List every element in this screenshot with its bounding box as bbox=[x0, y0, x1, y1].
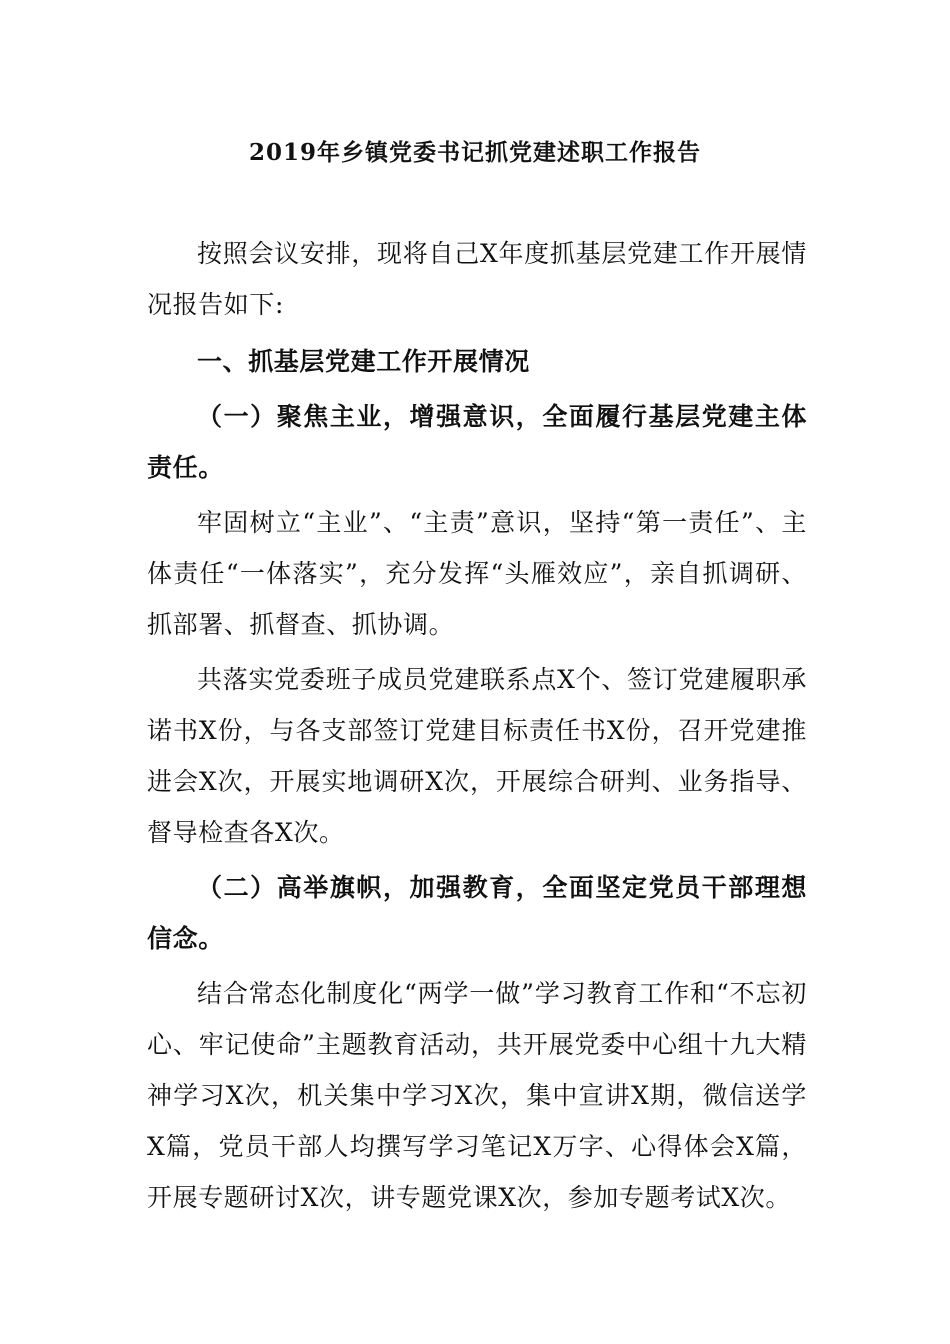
subsection-1-paragraph-2: 共落实党委班子成员党建联系点X个、签订党建履职承诺书X份，与各支部签订党建目标责任书X份，召开党建推进会X次，开展实地调研X次，开展综合研判、业务指导、督导检查各X次。 bbox=[147, 665, 807, 847]
subsection-2-paragraph-1: 结合常态化制度化“两学一做”学习教育工作和“不忘初心、牢记使命”主题教育活动，共开展党委中心组十九大精神学习X次，机关集中学习X次，集中宣讲X期，微信送学X篇，党员干部人均撰写学习笔记X万字、心得体会X篇，开展专题研讨X次，讲专题党课X次，参加专题考试X次。 bbox=[147, 979, 807, 1212]
document-title: 2019年乡镇党委书记抓党建述职工作报告 bbox=[248, 139, 701, 166]
section-heading-1: 一、抓基层党建工作开展情况 bbox=[197, 347, 530, 376]
subsection-heading-1: （一）聚焦主业，增强意识，全面履行基层党建主体责任。 bbox=[147, 402, 807, 482]
intro-paragraph: 按照会议安排，现将自己X年度抓基层党建工作开展情况报告如下: bbox=[147, 239, 807, 319]
document-body bbox=[147, 228, 807, 1223]
subsection-1-paragraph-1: 牢固树立“主业”、“主责”意识，坚持“第一责任”、主体责任“一体落实”，充分发挥“头雁效应”，亲自抓调研、抓部署、抓督查、抓协调。 bbox=[147, 508, 807, 639]
subsection-heading-2: （二）高举旗帜，加强教育，全面坚定党员干部理想信念。 bbox=[147, 873, 807, 953]
